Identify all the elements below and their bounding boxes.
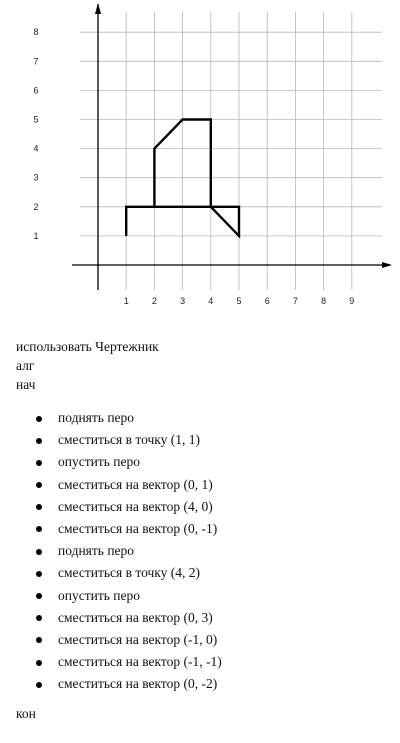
- list-item: поднять перо: [16, 540, 386, 562]
- y-tick-label: 3: [33, 172, 39, 183]
- y-tick-label: 2: [33, 201, 39, 212]
- x-tick-label: 8: [321, 296, 327, 306]
- list-item: сместиться на вектор (0, -2): [16, 673, 386, 695]
- x-tick-label: 6: [264, 296, 270, 306]
- coordinate-grid: [0, 0, 400, 320]
- program-header-line: нач: [16, 377, 36, 392]
- list-item: сместиться на вектор (-1, -1): [16, 651, 386, 673]
- bullet-icon: [36, 571, 42, 577]
- bullet-icon: [36, 416, 42, 422]
- program-header-line: использовать Чертежник: [16, 339, 159, 354]
- bullet-icon: [36, 682, 42, 688]
- program-header-line: алг: [16, 358, 35, 373]
- bullet-icon: [36, 504, 42, 510]
- bullet-icon: [36, 660, 42, 666]
- y-tick-label: 5: [33, 114, 39, 125]
- list-item: сместиться на вектор (0, 1): [16, 474, 386, 496]
- list-item: сместиться на вектор (-1, 0): [16, 629, 386, 651]
- y-tick-label: 7: [33, 56, 39, 67]
- bullet-icon: [36, 549, 42, 555]
- program-listing: [16, 337, 386, 723]
- x-tick-label: 9: [349, 296, 355, 306]
- x-tick-label: 5: [236, 296, 242, 306]
- program-end-line: кон: [16, 706, 36, 722]
- list-item: сместиться в точку (4, 2): [16, 562, 386, 584]
- x-tick-label: 1: [123, 296, 129, 306]
- list-item: сместиться на вектор (0, -1): [16, 518, 386, 540]
- command-list: [16, 407, 386, 695]
- y-axis-arrow-icon: [95, 3, 101, 14]
- y-tick-label: 4: [33, 143, 39, 154]
- bullet-icon: [36, 615, 42, 621]
- x-tick-label: 2: [151, 296, 157, 306]
- x-tick-label: 3: [180, 296, 186, 306]
- bullet-icon: [36, 637, 42, 643]
- bullet-icon: [36, 482, 42, 488]
- list-item: сместиться на вектор (4, 0): [16, 496, 386, 518]
- bullet-icon: [36, 593, 42, 599]
- x-axis-arrow-icon: [382, 262, 392, 268]
- y-tick-label: 8: [33, 27, 39, 38]
- bullet-icon: [36, 438, 42, 444]
- list-item: опустить перо: [16, 585, 386, 607]
- y-tick-label: 6: [33, 85, 39, 96]
- list-item: опустить перо: [16, 451, 386, 473]
- x-tick-label: 7: [292, 296, 298, 306]
- list-item: сместиться в точку (1, 1): [16, 429, 386, 451]
- list-item: сместиться на вектор (0, 3): [16, 607, 386, 629]
- bullet-icon: [36, 460, 42, 466]
- y-tick-label: 1: [33, 230, 39, 241]
- x-tick-label: 4: [208, 296, 214, 306]
- bullet-icon: [36, 526, 42, 532]
- list-item: поднять перо: [16, 407, 386, 429]
